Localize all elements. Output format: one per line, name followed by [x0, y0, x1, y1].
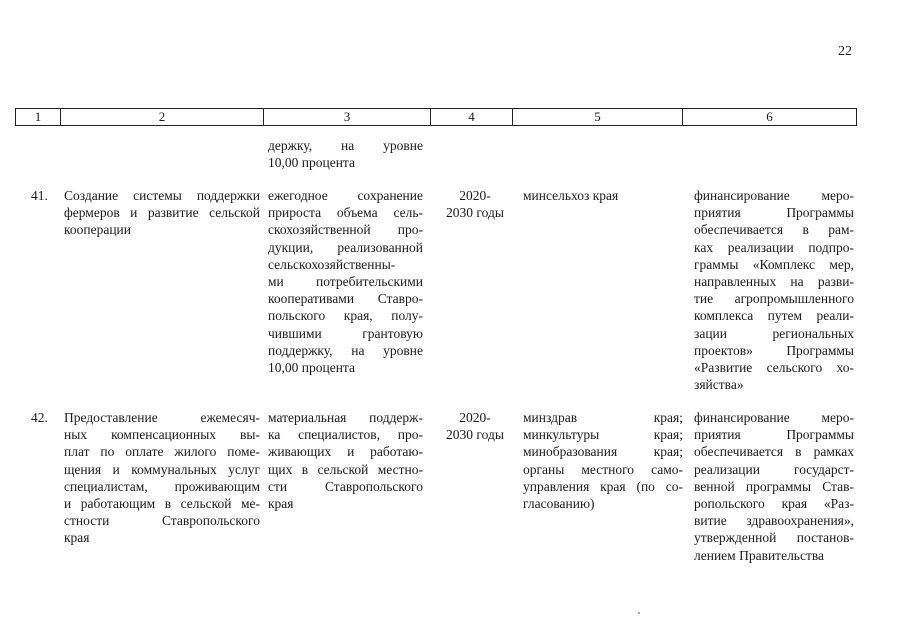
word: и: [112, 461, 120, 477]
word: по: [100, 444, 115, 460]
header-col-3: 3: [264, 109, 431, 125]
text-line: [694, 307, 854, 324]
word: Программы: [786, 205, 854, 221]
word: минобразования: [523, 444, 618, 460]
text-line: [268, 461, 423, 478]
word: зации: [694, 325, 727, 341]
word: Программы: [786, 342, 854, 358]
text-line: [268, 426, 423, 443]
word: специалистов,: [298, 427, 381, 443]
text-line: [268, 204, 423, 221]
word: само-: [651, 461, 683, 477]
text-line: [64, 426, 260, 443]
text-line: 2030 годы: [446, 205, 504, 221]
text-line: 10,00 процента: [268, 155, 355, 171]
word: щения: [64, 461, 102, 477]
text-line: [523, 461, 683, 478]
row-41-executor: [523, 187, 683, 204]
text-line: [268, 307, 423, 324]
word: разви-: [817, 274, 854, 290]
text-line: [694, 443, 854, 460]
page-number: 22: [838, 44, 852, 59]
word: в: [802, 222, 809, 238]
row-41-financing: [694, 187, 854, 393]
text-line: [268, 239, 423, 256]
word: хо-: [836, 360, 854, 376]
table-header-row: [15, 108, 857, 126]
word: оплате: [125, 444, 164, 460]
text-line: [268, 221, 423, 238]
word: полу-: [391, 308, 423, 324]
text-line: [268, 409, 423, 426]
word: подпро-: [808, 239, 854, 255]
text-line: [694, 239, 854, 256]
text-line: лением Правительства: [694, 547, 825, 563]
word: сельской: [209, 205, 260, 221]
word: приятия: [694, 427, 741, 443]
word: государст-: [794, 461, 854, 477]
word: местно-: [377, 461, 423, 477]
word: про-: [397, 427, 423, 443]
word: работаю-: [370, 444, 423, 460]
word: рамках: [813, 444, 854, 460]
word: компенсационных: [111, 427, 217, 443]
text-line: [64, 204, 260, 221]
text-line: [694, 273, 854, 290]
text-line: [523, 426, 683, 443]
word: фермеров: [64, 205, 120, 221]
text-line: 2020-: [459, 188, 491, 203]
text-line: [523, 409, 683, 426]
text-line: края: [64, 530, 90, 546]
word: реали-: [816, 308, 854, 324]
text-line: [694, 290, 854, 307]
word: про-: [397, 222, 423, 238]
text-line: [268, 342, 423, 359]
word: услуг: [228, 461, 260, 477]
word: органы: [523, 461, 565, 477]
word: путем: [767, 308, 803, 324]
row-41-activity: [64, 187, 260, 239]
word: финансирование: [694, 188, 790, 203]
word: утвержденной: [694, 530, 777, 546]
word: «Развитие: [694, 360, 753, 376]
word: уровне: [383, 342, 423, 358]
word: материальная: [268, 410, 347, 425]
word: работающим: [80, 496, 156, 512]
word: на: [790, 274, 804, 290]
word: «Комплекс: [752, 256, 816, 272]
word: Программы: [786, 427, 854, 443]
word: граммы: [694, 256, 739, 272]
word: системы: [133, 188, 182, 203]
word: и: [347, 444, 355, 460]
header-col-2: 2: [61, 109, 264, 125]
word: ропольского: [694, 496, 765, 512]
word: края,: [343, 308, 373, 324]
word: ежегодное: [268, 188, 328, 203]
word: сохранение: [357, 188, 423, 203]
word: польского: [268, 308, 326, 324]
word: дукции,: [268, 239, 314, 255]
text-line: 2020-: [459, 410, 491, 425]
text-line: [694, 409, 854, 426]
text-line: [268, 273, 423, 290]
row-42-executor: [523, 409, 683, 512]
word: Ставропольского: [324, 478, 423, 494]
word: в: [164, 496, 172, 512]
word: местного: [581, 461, 635, 477]
text-line: [694, 495, 854, 512]
text-line: [523, 478, 683, 495]
text-line: [694, 256, 854, 273]
word: края: [781, 496, 808, 512]
word: жилого: [174, 444, 217, 460]
word: постанов-: [796, 530, 854, 546]
text-line: [523, 443, 683, 460]
word: проживающим: [174, 478, 260, 494]
word: агропромышленного: [734, 291, 854, 307]
word: чившими: [268, 325, 322, 341]
text-line: [64, 461, 260, 478]
word: управления: [523, 478, 590, 494]
word: меро-: [821, 188, 854, 203]
text-line: [268, 478, 423, 495]
word: в: [795, 444, 802, 460]
word: проектов»: [694, 342, 753, 358]
word: реализованной: [337, 239, 423, 255]
word: скохозяйственной: [268, 222, 371, 238]
word: обеспечивается: [694, 444, 784, 460]
word: комплекса: [694, 308, 754, 324]
word: Став-: [822, 478, 854, 494]
text-line: кооперации: [64, 222, 132, 238]
word: ми: [268, 274, 284, 290]
word: финансирование: [694, 410, 790, 425]
word: края;: [653, 427, 683, 443]
word: поддержку,: [268, 342, 333, 358]
text-line: [64, 478, 260, 495]
word: ежемесяч-: [200, 410, 260, 425]
text-line: держку, на уровне: [268, 138, 423, 153]
row-42-indicator: [268, 409, 423, 512]
word: края: [600, 478, 626, 494]
text-line: [64, 512, 260, 529]
word: Ставро-: [377, 291, 423, 307]
text-line: [694, 187, 854, 204]
word: сель-: [393, 205, 423, 221]
word: минкультуры: [523, 427, 600, 443]
word: стности: [64, 513, 110, 529]
word: рам-: [828, 222, 854, 238]
text-line: [268, 187, 423, 204]
row-41-period: [440, 187, 510, 221]
word: минздрав: [523, 410, 578, 425]
row-42-financing: [694, 409, 854, 564]
word: сельской: [317, 461, 369, 477]
text-line: [64, 495, 260, 512]
text-line: [64, 443, 260, 460]
word: обеспечивается: [694, 222, 784, 238]
word: и: [64, 496, 72, 512]
word: (по: [636, 478, 655, 494]
word: ных: [64, 427, 88, 443]
word: ме-: [240, 496, 260, 512]
row-42-activity: [64, 409, 260, 547]
word: грантовую: [362, 325, 423, 341]
word: в: [301, 461, 309, 477]
header-col-1: 1: [16, 109, 61, 125]
word: сти: [268, 478, 288, 494]
word: поддерж-: [369, 410, 423, 425]
row-41-number: 41.: [31, 188, 48, 203]
word: поме-: [227, 444, 260, 460]
text-line: [694, 204, 854, 221]
text-line: гласованию): [523, 496, 595, 512]
word: коммунальных: [131, 461, 217, 477]
word: сельского: [766, 360, 823, 376]
word: приятия: [694, 205, 741, 221]
word: плат: [64, 444, 90, 460]
word: венной: [694, 478, 735, 494]
word: на: [351, 342, 365, 358]
word: живающих: [268, 444, 332, 460]
text-line: [694, 342, 854, 359]
word: программы: [745, 478, 812, 494]
text-line: [694, 359, 854, 376]
word: «Раз-: [823, 496, 854, 512]
word: мер,: [829, 256, 854, 272]
text-line: края: [268, 496, 294, 512]
text-line: зяйства»: [694, 377, 744, 393]
word: направленных: [694, 274, 777, 290]
header-col-6: 6: [766, 109, 773, 124]
word: Ставропольского: [161, 513, 260, 529]
word: здравоохранения»,: [746, 513, 854, 529]
word: края;: [653, 410, 683, 425]
word: специалистам,: [64, 478, 148, 494]
row-42-number: 42.: [31, 410, 48, 425]
word: сельской: [180, 496, 232, 512]
text-line: [268, 290, 423, 307]
text-line: [268, 325, 423, 342]
text-line: [64, 187, 260, 204]
word: объема: [336, 205, 378, 221]
row-42-period: [440, 409, 510, 443]
text-line: [694, 461, 854, 478]
text-line: [694, 512, 854, 529]
continuation-col3: [268, 137, 423, 171]
text-line: [694, 478, 854, 495]
word: щих: [268, 461, 293, 477]
text-line: [694, 426, 854, 443]
word: вы-: [240, 427, 260, 443]
word: тие: [694, 291, 714, 307]
word: кооперативами: [268, 291, 355, 307]
text-line: [694, 529, 854, 546]
word: потребительскими: [315, 274, 423, 290]
word: реализации: [694, 461, 760, 477]
word: и: [130, 205, 138, 221]
word: меро-: [821, 410, 854, 425]
word: прироста: [268, 205, 322, 221]
text-line: [694, 325, 854, 342]
word: развитие: [147, 205, 199, 221]
header-col-4: 4: [431, 109, 513, 125]
word: региональных: [772, 325, 854, 341]
row-41-indicator: [268, 187, 423, 376]
word: поддержки: [196, 188, 260, 203]
text-line: 2030 годы: [446, 427, 504, 443]
header-col-5: 5: [513, 109, 683, 125]
word: Создание: [64, 188, 119, 203]
text-line: 10,00 процента: [268, 360, 355, 376]
scan-speck: [638, 612, 640, 614]
text-line: сельскохозяйственны-: [268, 256, 396, 272]
text-line: [64, 409, 260, 426]
word: ка: [268, 427, 281, 443]
word: со-: [665, 478, 683, 494]
word: края;: [653, 444, 683, 460]
word: реализации: [727, 239, 794, 255]
word: ках: [694, 239, 714, 255]
text-line: [694, 221, 854, 238]
word: Предоставление: [64, 410, 158, 425]
text-line: минсельхоз края: [523, 188, 619, 203]
word: витие: [694, 513, 727, 529]
text-line: [268, 443, 423, 460]
